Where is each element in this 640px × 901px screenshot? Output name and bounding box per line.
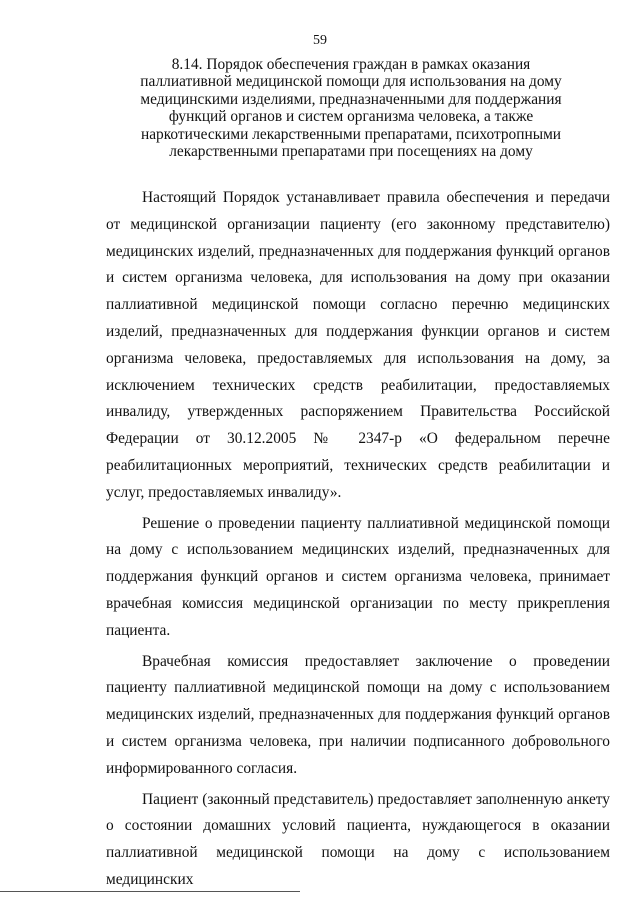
paragraph-commission-conclusion: Врачебная комиссия предоставляет заключение о проведении пациенту паллиативной медицинской помощи на дому с использованием медицинских изделий, предназначенных для поддержания функций органов и систем организма человека, при наличии подписанного добровольного информированного согласия. [106,652,610,777]
section-heading [118,56,584,160]
heading-line: наркотическими лекарственными препаратами, психотропными [140,125,562,143]
paragraph-questionnaire: Пациент (законный представитель) предоставляет заполненную анкету о состоянии домашних условий пациента, нуждающегося в оказании паллиативной медицинской помощи на дому с использованием медицинских [106,790,610,888]
heading-line: паллиативной медицинской помощи для использования на дому [140,73,562,91]
heading-line: 8.14. Порядок обеспечения граждан в рамках оказания [171,56,531,73]
heading-line: лекарственными препаратами при посещениях на дому [169,143,533,161]
page-number: 59 [313,33,327,48]
heading-line: медицинскими изделиями, предназначенными для поддержания [140,90,562,108]
document-body [106,185,610,894]
heading-line: функций органов и систем организма человека, а также [168,108,534,126]
paragraph-provision-rules: Настоящий Порядок устанавливает правила обеспечения и передачи от медицинской организации пациенту (его законному представителю) медицинских изделий, предназначенных для поддержания функций органов и систем организма человека, для использования на дому при оказании паллиативной медицинской помощи согласно перечню медицинских изделий, предназначенных для поддержания функции органов и систем организма человека, предоставляемых для использования на дому, за исключением технических средств реабилитации, предоставляемых инвалиду, утвержденных распоряжением Правительства Российской Федерации от 30.12.2005 № 2347-р «О федеральном перечне реабилитационных мероприятий, технических средств реабилитации и услуг, предоставляемых инвалиду». [106,189,610,501]
paragraph-decision: Решение о проведении пациенту паллиативной медицинской помощи на дому с использованием медицинских изделий, предназначенных для поддержания функций органов и систем организма человека, принимает врачебная комиссия медицинской организации по месту прикрепления пациента. [106,514,610,639]
bottom-rule [0,891,300,892]
